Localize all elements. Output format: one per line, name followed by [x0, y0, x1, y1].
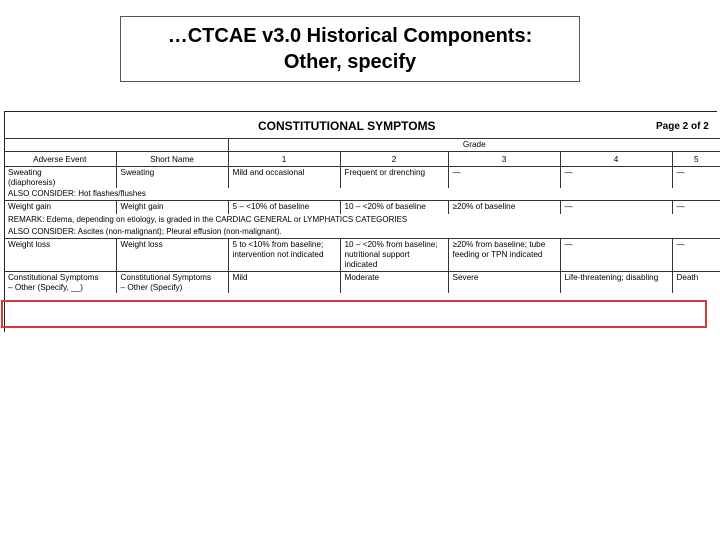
grade-4-cell: —	[560, 239, 672, 272]
grade-5-cell: —	[672, 239, 720, 272]
remark-note: REMARK: Edema, depending on etiology, is graded in the CARDIAC GENERAL or LYMPHATICS CATEGORIES	[8, 215, 408, 224]
column-header: Adverse Event	[4, 152, 116, 167]
slide-title-line-2: Other, specify	[283, 51, 417, 73]
grade-5-cell: —	[672, 201, 720, 215]
column-header-row	[4, 152, 720, 167]
grade-header-row	[4, 139, 720, 152]
table-note-row	[4, 188, 720, 201]
grade-1-cell: Mild	[228, 272, 340, 294]
grade-3-cell: Severe	[448, 272, 560, 294]
other-specify-highlight-box	[1, 300, 707, 328]
ctcae-document-page	[4, 111, 720, 331]
grade-5-cell: Death	[672, 272, 720, 294]
ctcae-table	[4, 138, 720, 293]
column-header: 1	[228, 152, 340, 167]
short-name-cell: Sweating	[116, 167, 228, 189]
grade-5-cell: —	[672, 167, 720, 189]
table-row	[4, 239, 720, 272]
short-name-cell: Weight loss	[116, 239, 228, 272]
table-row	[4, 272, 720, 294]
grade-label: Grade	[228, 139, 720, 152]
grade-2-cell: Frequent or drenching	[340, 167, 448, 189]
column-header: Short Name	[116, 152, 228, 167]
grade-2-cell: 10 – <20% of baseline	[340, 201, 448, 215]
adverse-event-cell: Sweating (diaphoresis)	[8, 168, 56, 187]
short-name-cell: Constitutional Symptoms – Other (Specify)	[116, 272, 228, 294]
adverse-event-cell: Constitutional Symptoms – Other (Specify, __)	[4, 272, 116, 294]
grade-1-cell: 5 to <10% from baseline; intervention not indicated	[228, 239, 340, 272]
grade-3-cell: —	[448, 167, 560, 189]
table-row	[4, 201, 720, 215]
grade-4-cell: —	[560, 201, 672, 215]
also-consider-note: ALSO CONSIDER: Ascites (non-malignant); Pleural effusion (non-malignant).	[8, 227, 282, 236]
page-number: Page 2 of 2	[656, 121, 709, 132]
column-header: 4	[560, 152, 672, 167]
grade-1-cell: Mild and occasional	[228, 167, 340, 189]
document-title: CONSTITUTIONAL SYMPTOMS	[258, 119, 436, 133]
column-header: 5	[672, 152, 720, 167]
table-note-row	[4, 226, 720, 239]
grade-4-cell: —	[560, 167, 672, 189]
grade-3-cell: ≥20% from baseline; tube feeding or TPN indicated	[448, 239, 560, 272]
column-header: 2	[340, 152, 448, 167]
grade-2-cell: 10 – <20% from baseline; nutritional support indicated	[340, 239, 448, 272]
grade-3-cell: ≥20% of baseline	[448, 201, 560, 215]
slide-title-line-1: …CTCAE v3.0 Historical Components:	[167, 25, 533, 47]
table-note-row	[4, 214, 720, 226]
slide-title-box	[120, 16, 580, 82]
short-name-cell: Weight gain	[116, 201, 228, 215]
grade-2-cell: Moderate	[340, 272, 448, 294]
table-row	[4, 167, 720, 189]
adverse-event-cell: Weight gain	[4, 201, 116, 215]
grade-4-cell: Life-threatening; disabling	[560, 272, 672, 294]
adverse-event-cell: Weight loss	[4, 239, 116, 272]
column-header: 3	[448, 152, 560, 167]
also-consider-note: ALSO CONSIDER: Hot flashes/flushes	[8, 189, 146, 198]
grade-1-cell: 5 – <10% of baseline	[228, 201, 340, 215]
